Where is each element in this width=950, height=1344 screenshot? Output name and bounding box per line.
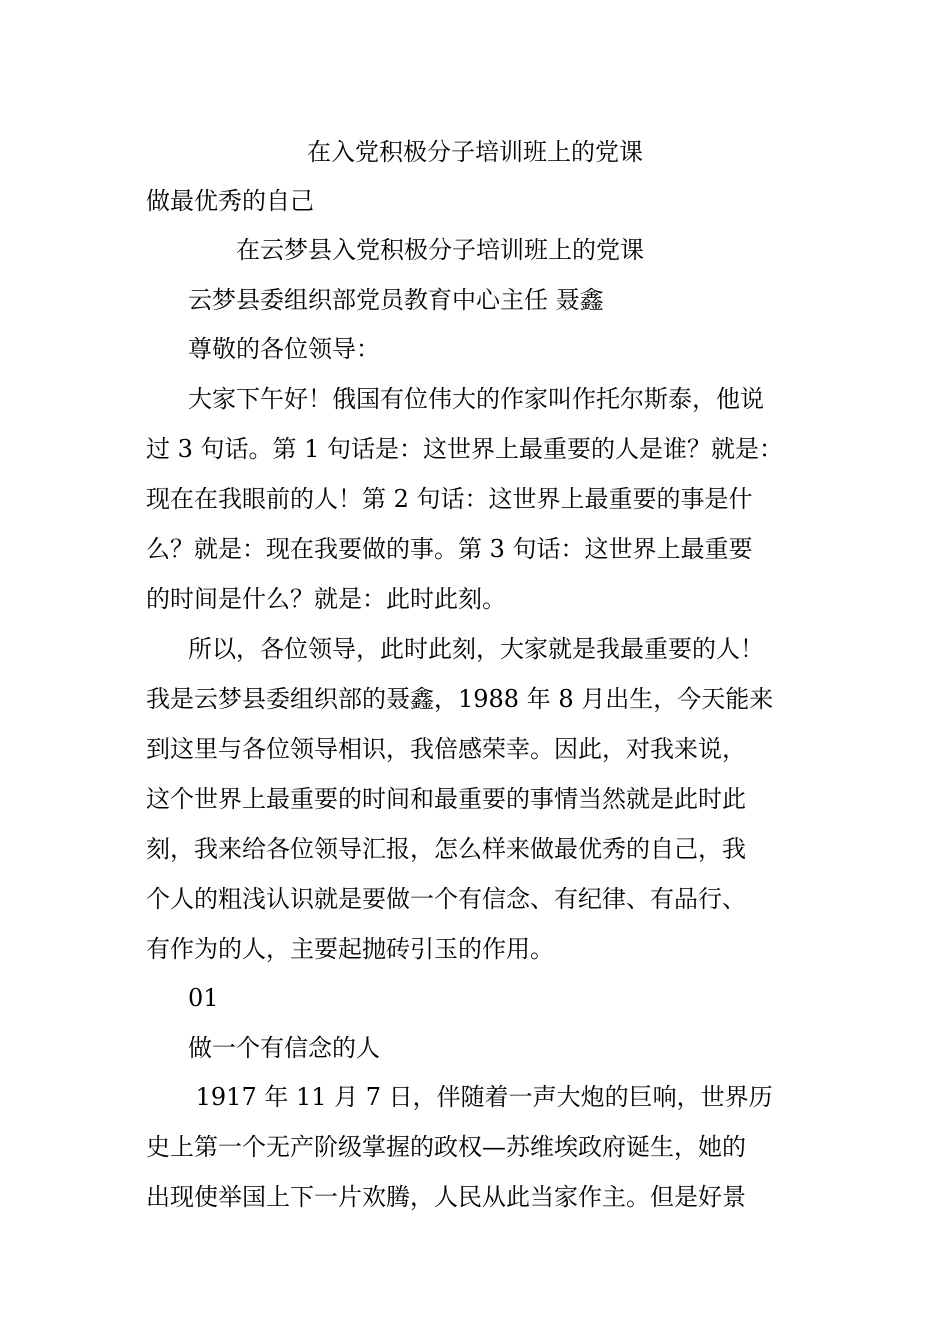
paragraph-2-line: 所以，各位领导，此时此刻，大家就是我最重要的人！ (188, 635, 764, 663)
paragraph-2-line: 到这里与各位领导相识，我倍感荣幸。因此，对我来说， (146, 735, 746, 763)
paragraph-1-line: 大家下午好！俄国有位伟大的作家叫作托尔斯泰，他说 (188, 385, 764, 413)
document-heading: 做最优秀的自己 (146, 187, 314, 215)
paragraph-2-line: 个人的粗浅认识就是要做一个有信念、有纪律、有品行、 (146, 885, 746, 913)
salutation: 尊敬的各位领导： (188, 335, 380, 363)
section-number: 01 (188, 984, 219, 1012)
paragraph-2-line: 刻，我来给各位领导汇报，怎么样来做最优秀的自己，我 (146, 835, 746, 863)
section-title: 做一个有信念的人 (188, 1034, 380, 1062)
paragraph-1-line: 现在在我眼前的人！第 2 句话：这世界上最重要的事是什 (146, 485, 753, 513)
paragraph-2-line: 这个世界上最重要的时间和最重要的事情当然就是此时此 (146, 785, 746, 813)
paragraph-3-line: 1917 年 11 月 7 日，伴随着一声大炮的巨响，世界历 (188, 1083, 773, 1111)
document-subtitle: 在云梦县入党积极分子培训班上的党课 (236, 236, 644, 264)
paragraph-3-line: 出现使举国上下一片欢腾，人民从此当家作主。但是好景 (146, 1183, 746, 1211)
paragraph-1-line: 过 3 句话。第 1 句话是：这世界上最重要的人是谁？就是： (146, 435, 784, 463)
paragraph-3-line: 史上第一个无产阶级掌握的政权—苏维埃政府诞生，她的 (146, 1133, 746, 1161)
document-title: 在入党积极分子培训班上的党课 (307, 138, 643, 166)
paragraph-1-line: 么？就是：现在我要做的事。第 3 句话：这世界上最重要 (146, 535, 753, 563)
paragraph-1-line: 的时间是什么？就是：此时此刻。 (146, 585, 506, 613)
author-line: 云梦县委组织部党员教育中心主任 聂鑫 (188, 286, 604, 314)
paragraph-2-line: 我是云梦县委组织部的聂鑫，1988 年 8 月出生，今天能来 (146, 685, 774, 713)
paragraph-2-line: 有作为的人，主要起抛砖引玉的作用。 (146, 935, 554, 963)
